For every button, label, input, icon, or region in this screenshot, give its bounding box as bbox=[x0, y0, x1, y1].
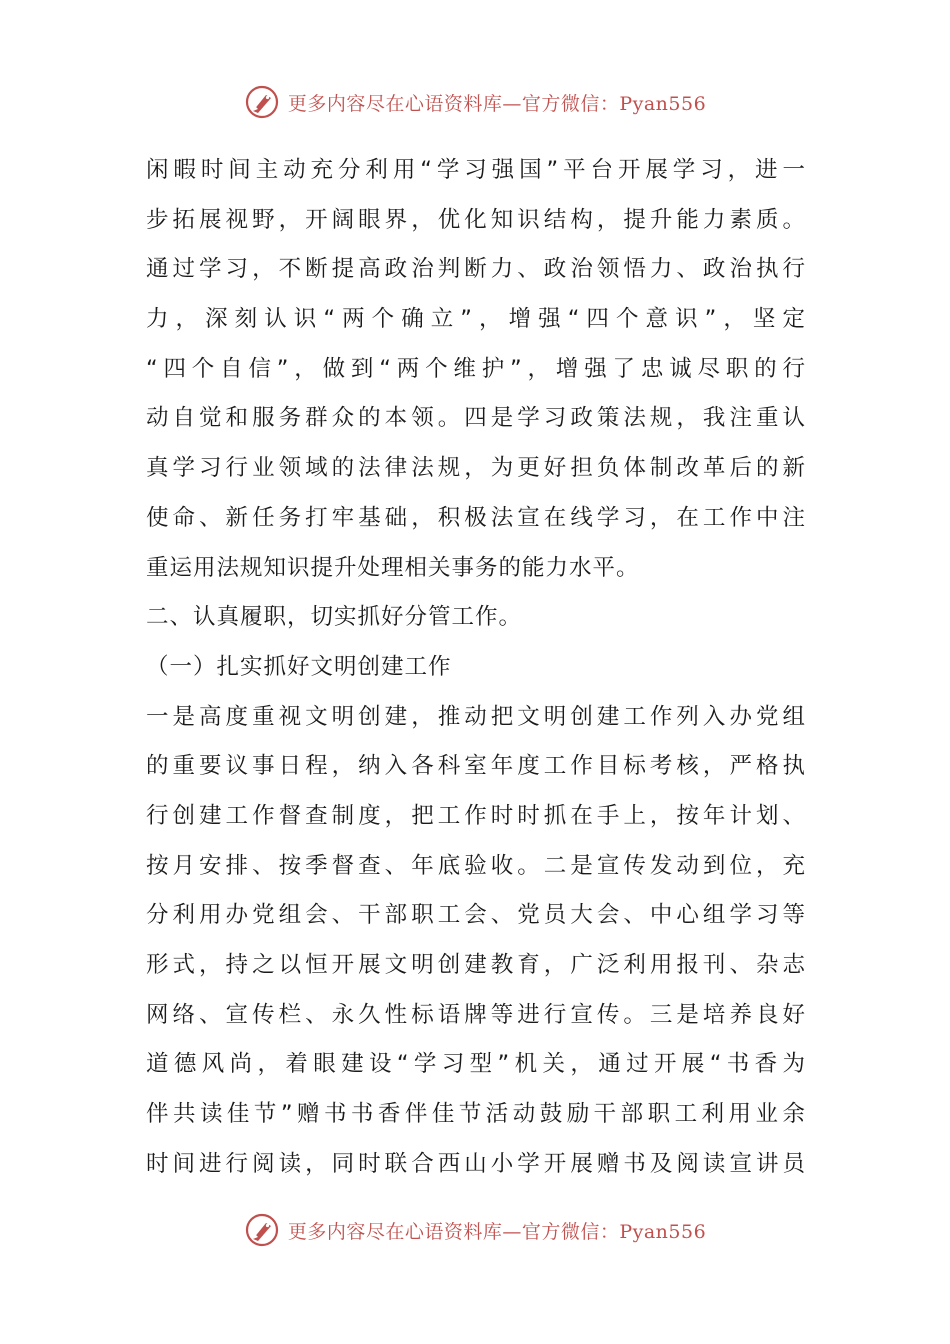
document-body bbox=[146, 146, 806, 1189]
body-line: 网络、宣传栏、永久性标语牌等进行宣传。三是培养良好 bbox=[146, 1001, 806, 1028]
footer-watermark bbox=[0, 1210, 950, 1250]
body-line: 伴共读佳节”赠书书香伴佳节活动鼓励干部职工利用业余 bbox=[146, 1101, 806, 1128]
body-line: 使命、新任务打牢基础，积极法宣在线学习，在工作中注 bbox=[146, 504, 806, 531]
body-line: “四个自信”，做到“两个维护”，增强了忠诚尽职的行 bbox=[146, 355, 806, 382]
pen-nib-icon bbox=[244, 84, 280, 120]
pen-nib-icon bbox=[244, 1212, 280, 1248]
subsection-heading: （一）扎实抓好文明创建工作 bbox=[146, 653, 452, 680]
body-line: 时间进行阅读，同时联合西山小学开展赠书及阅读宣讲员 bbox=[146, 1150, 806, 1177]
body-line: 的重要议事日程，纳入各科室年度工作目标考核，严格执 bbox=[146, 753, 806, 780]
body-line: 力，深刻认识“两个确立”，增强“四个意识”，坚定 bbox=[146, 306, 806, 333]
body-line: 一是高度重视文明创建，推动把文明创建工作列入办党组 bbox=[146, 703, 806, 730]
section-heading: 二、认真履职，切实抓好分管工作。 bbox=[146, 604, 523, 631]
header-watermark bbox=[0, 82, 950, 122]
watermark-text: 更多内容尽在心语资料库—官方微信：Pyan556 bbox=[287, 1220, 707, 1243]
body-line: 通过学习，不断提高政治判断力、政治领悟力、政治执行 bbox=[146, 256, 806, 283]
body-line: 真学习行业领域的法律法规，为更好担负体制改革后的新 bbox=[146, 455, 806, 482]
body-line: 分利用办党组会、干部职工会、党员大会、中心组学习等 bbox=[146, 902, 806, 929]
body-line: 动自觉和服务群众的本领。四是学习政策法规，我注重认 bbox=[146, 405, 806, 432]
watermark-text: 更多内容尽在心语资料库—官方微信：Pyan556 bbox=[287, 92, 707, 115]
body-line: 行创建工作督查制度，把工作时时抓在手上，按年计划、 bbox=[146, 802, 806, 829]
body-line: 步拓展视野，开阔眼界，优化知识结构，提升能力素质。 bbox=[146, 206, 806, 233]
body-line: 按月安排、按季督查、年底验收。二是宣传发动到位，充 bbox=[146, 852, 806, 879]
body-line: 闲暇时间主动充分利用“学习强国”平台开展学习，进一 bbox=[146, 157, 806, 183]
body-line: 重运用法规知识提升处理相关事务的能力水平。 bbox=[146, 554, 640, 581]
body-line: 道德风尚，着眼建设“学习型”机关，通过开展“书香为 bbox=[146, 1051, 806, 1078]
body-line: 形式，持之以恒开展文明创建教育，广泛利用报刊、杂志 bbox=[146, 952, 806, 978]
